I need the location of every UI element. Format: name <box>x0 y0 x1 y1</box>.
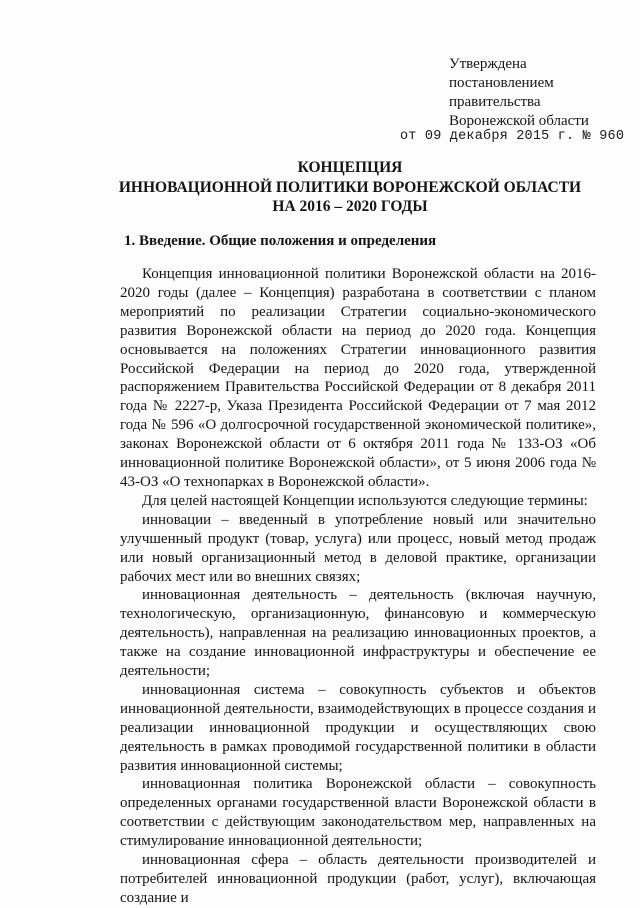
approval-line: правительства <box>449 94 541 110</box>
section-body <box>120 265 596 908</box>
approval-stamp <box>449 55 629 131</box>
term-definition: инновационная сфера – область деятельности производителей и потребителей инновационной продукции (работ, услуг), включающая создание и <box>120 852 596 906</box>
title-line: ИННОВАЦИОННОЙ ПОЛИТИКИ ВОРОНЕЖСКОЙ ОБЛАСТИ <box>118 178 582 196</box>
section-heading: 1. Введение. Общие положения и определения <box>124 233 437 249</box>
title-line: НА 2016 – 2020 ГОДЫ <box>272 198 428 215</box>
term-definition: инновации – введенный в употребление новый или значительно улучшенный продукт (товар, услуга) или процесс, новый метод продаж или новый организационный метод в деловой практике, организации рабочих мест или во внешних связях; <box>120 511 596 585</box>
term-definition: инновационная деятельность – деятельность (включая научную, технологическую, организационную, финансовую и коммерческую деятельность), направленная на реализацию инновационных проектов, а также на создание инновационной инфраструктуры и обеспечение ее деятельности; <box>120 587 596 680</box>
approval-line: Воронежской области <box>449 113 589 129</box>
paragraph: Для целей настоящей Концепции используются следующие термины: <box>142 492 588 509</box>
term-definition: инновационная система – совокупность субъектов и объектов инновационной деятельности, взаимодействующих в процессе создания и реализации инновационной продукции и осуществляющих свою деятельность в рамках проводимой государственной политики в области развития инновационной системы; <box>120 681 596 774</box>
paragraph: Концепция инновационной политики Воронежской области на 2016-2020 годы (далее – Концепция) разработана в соответствии с планом мероприятий по реализации Стратегии социально-экономического развития Воронежской области на период до 2020 года. Концепция основывается на положениях Стратегии инновационного развития Российской Федерации на период до 2020 года, утвержденной распоряжением Правительства Российской Федерации от 8 декабря 2011 года № 2227-р, Указа Президента Российской Федерации от 7 мая 2012 года № 596 «О долгосрочной государственной экономической политике», законах Воронежской области от 6 октября 2011 года № 133-ОЗ «Об инновационной политике Воронежской области», от 5 июня 2006 года № 43-ОЗ «О технопарках в Воронежской области». <box>120 266 596 490</box>
approval-date: от 09 декабря 2015 г. № 960 <box>400 129 625 144</box>
title-line: КОНЦЕПЦИЯ <box>297 159 403 176</box>
document-title <box>80 158 620 217</box>
approval-line: постановлением <box>449 75 554 91</box>
approval-line: Утверждена <box>449 56 527 72</box>
term-definition: инновационная политика Воронежской области – совокупность определенных органами государственной власти Воронежской области в соответствии с действующим законодательством мер, направленных на стимулирование инновационной деятельности; <box>120 776 596 850</box>
